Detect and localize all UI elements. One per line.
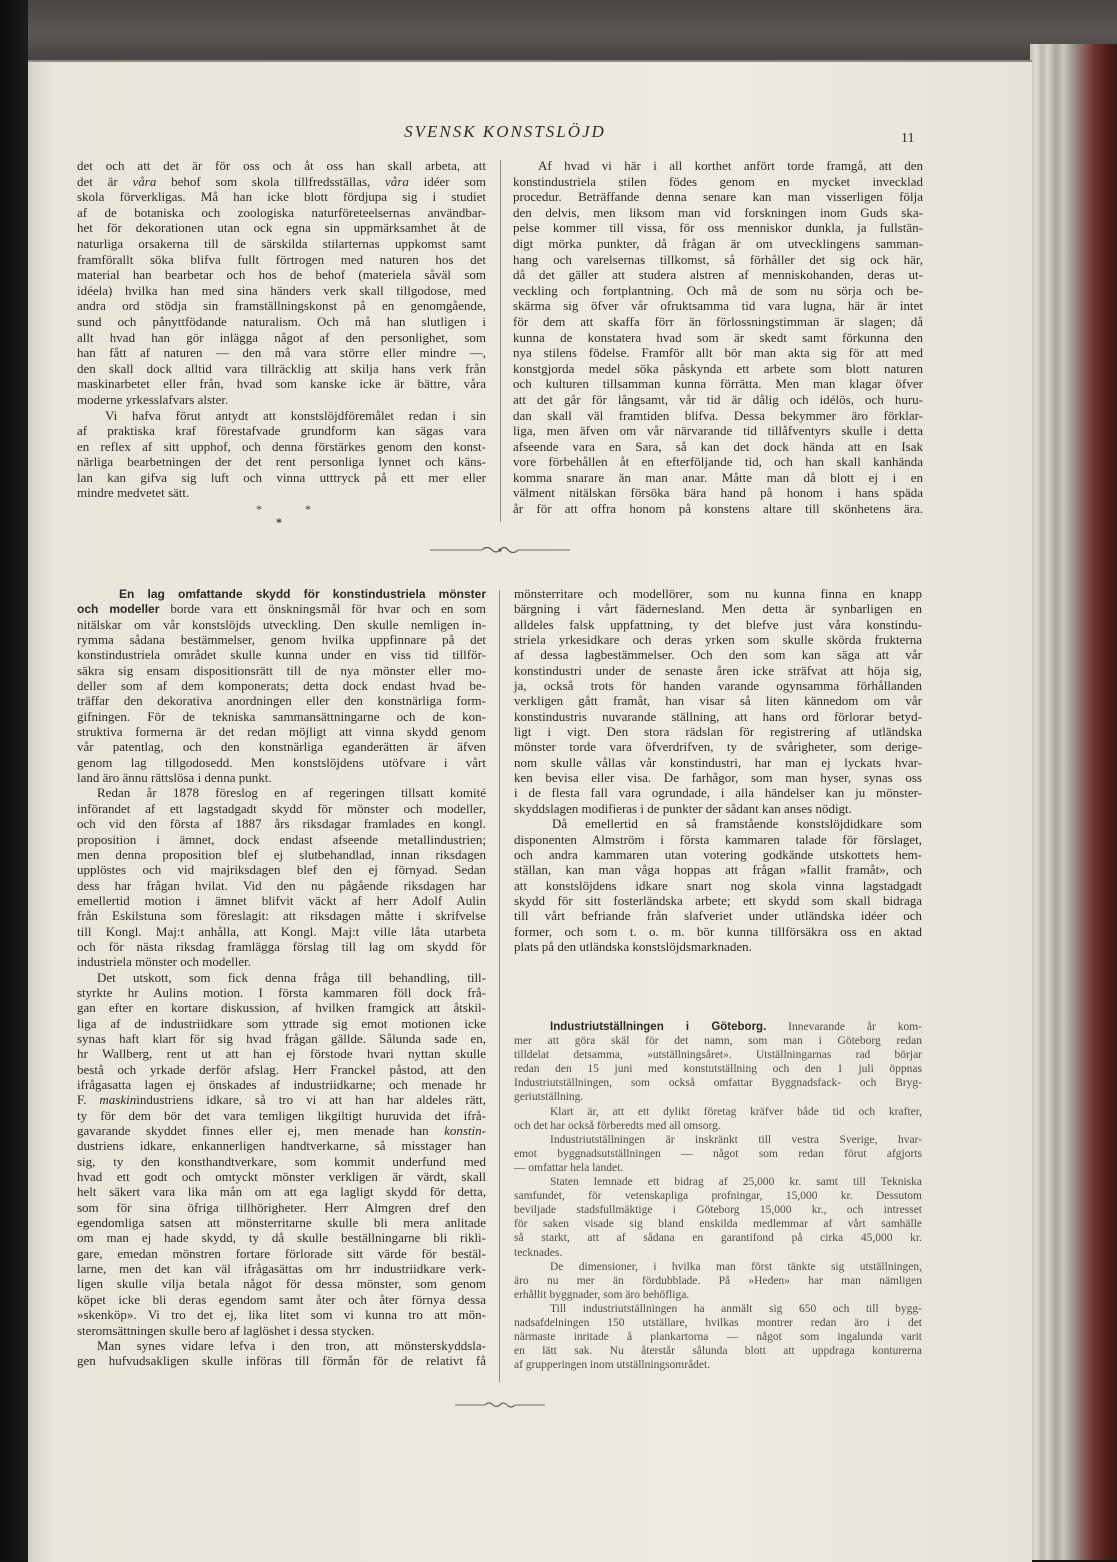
text-line: hang och varelsernas tillkomst, så förhåller det sig ock här, <box>513 251 923 267</box>
text-line: andra ord stödja sin framställningskonst på en genomgående, <box>77 298 486 314</box>
text-line: ja, också trots för handen varande ogynsamma förhållanden <box>514 678 922 694</box>
paragraph <box>77 408 486 502</box>
text-line: upplöstes och vid majriksdagen blef den ej förnyad. Sedan <box>77 862 486 878</box>
text-line: skola förverkligas. Må han icke blott fördjupa sig i studiet <box>77 189 486 205</box>
text-line: samfundet, för vetenskapliga profningar, 15,000 kr. Dessutom <box>514 1190 922 1203</box>
text-line: den skall dock alltid vara tillräcklig att skilja hans verk från <box>77 360 486 376</box>
text-line: han fått af naturen — den må vara större eller mindre —, <box>77 345 486 361</box>
text-line: till Kongl. Maj:t anhålla, att Kongl. Maj:t ville låta utarbeta <box>77 923 486 939</box>
text-line: att det går för långsamt, vår tid är dålig och idélös, och huru- <box>513 391 923 407</box>
text-line: en reflex af sitt upphof, och denna förstärkes genom den konst- <box>77 438 486 454</box>
text-line: gen hufvudsakligen skulle införas till förmån för de relativt få <box>77 1353 486 1369</box>
column-bottom-left <box>77 586 486 1369</box>
asterism-star: * <box>305 502 311 516</box>
text-line: vår patentlag, och den konstnärliga eganderätten är äfven <box>77 739 486 755</box>
text-line: procedur. Beträffande denna senare kan man visserligen följa <box>513 189 923 205</box>
text-line: geriutställning. <box>514 1091 584 1104</box>
paragraph <box>77 158 486 408</box>
text-line: het för dekorationen utan ock egna sin uppmärksamhet åt de <box>77 220 486 236</box>
text-line: då det gäller att studera alstren af menniskohanden, deras ut- <box>513 267 923 283</box>
text-line: liga, men äfven om vår närvarande tid tillåfventyrs skulle i detta <box>513 423 923 439</box>
text-line: nom skulle vållas vår konstindustri, har man ej lyckats hvar- <box>514 754 922 770</box>
paragraph <box>514 1302 922 1372</box>
column-top-right <box>513 158 923 517</box>
text-line: verkligen gått framåt, han visar så liten kännedom om vår <box>514 693 922 709</box>
end-divider-ornament <box>455 1399 545 1411</box>
text-line: former, och som t. o. m. bör kunna tillförsäkra oss en aktad <box>514 923 922 939</box>
asterism-star: * <box>276 515 282 529</box>
text-line: rymma sådana bestämmelser, genom hvilka uppfinnare på det <box>77 632 486 648</box>
text-line: egendomliga satsen att mönsterritarne skulle bli mera anlitade <box>77 1215 486 1231</box>
text-line: konstindustriela stilen födes genom en mycket invecklad <box>513 173 923 189</box>
text-line: afseende vara en Sara, så kan det dock hända att en Isak <box>513 438 923 454</box>
text-line: allt hvad han gör inlägga något af den personlighet, som <box>77 329 486 345</box>
paragraph <box>514 1105 922 1133</box>
column-bottom-right-goteborg <box>514 1020 922 1372</box>
text-line: dess har frågan hvilat. Vid den nu pågående riksdagen har <box>77 877 486 893</box>
text-line: dustriens idkare, enkannerligen handtverkarne, så misstager han <box>77 1138 486 1154</box>
text-line: säkra sig ensam dispositionsrätt till de nya mönster eller mo- <box>77 662 486 678</box>
text-line: ty för dem bör det vara temligen likgiltigt huruvida det ifrå- <box>77 1107 486 1123</box>
page-number: 11 <box>901 131 915 146</box>
text-line: steromsättningen skulle bero af laglöshet i dessa stycken. <box>77 1322 375 1338</box>
bold-heading-run: En lag omfattande skydd för konstindustriela mönster <box>119 587 486 601</box>
bold-heading-run: och modeller <box>77 602 160 617</box>
text-line: moderne yrkesslafvars alster. <box>77 391 229 407</box>
text-line: pelse kommer till vissa, för oss menniskor dunkla, ja fullstän- <box>513 220 923 236</box>
text-line: mönster torde vara öfverdrifven, ty de svårigheter, som derige- <box>514 739 922 755</box>
text-line: och för nästa riksdag framlägga förslag till lag om skydd för <box>77 938 486 954</box>
text-line: Vi hafva förut antydt att konstslöjdföremålet redan i sin <box>105 407 486 423</box>
text-line: och andra kammaren utan votering godkände utskottets hem- <box>514 846 922 862</box>
text-line: bärgning i vårt fädernesland. Men detta är synbarligen en <box>514 601 922 617</box>
text-line: äro nu mer än fördubblade. På »Heden» har man nämligen <box>514 1274 922 1287</box>
text-line: skyddslagen modifieras i de punkter der sådant kan anses nödigt. <box>514 800 852 816</box>
column-rule-top <box>500 160 501 522</box>
text-line: närmaste inritade å plankartorna — något som ingalunda varit <box>514 1331 922 1344</box>
text-line: och vid den första af 1887 års riksdagar framlades en kongl. <box>77 816 486 832</box>
text-line: mönsterritare och modellörer, som nu kunna finna en knapp <box>514 586 922 601</box>
text-line: men denna proposition blef ej slutbehandlad, innan riksdagen <box>77 846 486 862</box>
text-line: om man ej hade skydd, ty då skulle beställningarne bli rikli- <box>77 1230 486 1246</box>
text-line: De dimensioner, i hvilka man först tänkte sig utställningen, <box>550 1260 922 1273</box>
text-line: det och att det är för oss och åt oss han skall arbeta, att <box>77 158 486 173</box>
text-line: — omfattar hela landet. <box>514 1161 624 1174</box>
text-line: striela yrkesidkare och deras yrken som skulle skörda frukterna <box>514 632 922 648</box>
text-line: Till industriutställningen ha anmält sig 650 och till bygg- <box>550 1302 922 1315</box>
text-line: sig, ty den konsthandtverkare, som kommit underfund med <box>77 1153 486 1169</box>
paragraph <box>514 1175 922 1260</box>
text-line: som för sina öfriga tillhörigheter. Herr Almgren dref den <box>77 1199 486 1215</box>
text-line: Staten lemnade ett bidrag af 25,000 kr. samt till Tekniska <box>550 1176 922 1189</box>
text-line: hr Wallberg, rent ut att han ej förstode hvari nyttan skulle <box>77 1046 486 1062</box>
text-line: larne, men det kan väl ifrågasättas om hrr industriidkare verk- <box>77 1261 486 1277</box>
text-line: i de flesta fall vara ogrundade, i alla händelser kan ju mönster- <box>514 785 922 801</box>
paragraph <box>514 586 922 816</box>
text-line: tilldelat detsamma, »utställningsåret». Utställningarnas rad börjar <box>514 1049 922 1062</box>
text-line: så starkt, att af sådana en garantifond på cirka 45,000 kr. <box>514 1232 922 1245</box>
text-line: införandet af ett lagstadgadt skydd för mönster och modeller, <box>77 800 486 816</box>
text-line: plats på den utländska konstslöjdsmarknaden. <box>514 938 752 954</box>
paragraph <box>514 1260 922 1302</box>
text-line: emellertid motion i ämnet blifvit väckt af herr Adolf Aulin <box>77 892 486 908</box>
text-line: nadsafdelningen 150 utställare, hvilkas montrer redan äro i det <box>514 1316 922 1329</box>
text-line: naturliga orsakerna till de särskilda stilarternas uppkomst samt <box>77 235 486 251</box>
paragraph <box>77 586 486 785</box>
text-line: deller som af dem komponerats; detta dock endast hvad be- <box>77 678 486 694</box>
text-line: gan efter en kortare diskussion, af hvilken framgick att åtskil- <box>77 1000 486 1016</box>
text-line: konstindustriela området skulle kunna under en viss tid tillför- <box>77 647 486 663</box>
asterism-star: * <box>256 502 262 516</box>
text-line: af dessa lagbestämmelser. Och den som kan säga att vår <box>514 647 922 663</box>
text-line: träffar den dekorativa anordningen eller den konstnärliga form- <box>77 693 486 709</box>
text-line: dan skall väl framtiden blifva. Dessa bekymmer äro förklar- <box>513 407 923 423</box>
text-line: digt mörka punkter, då frågan är om utvecklingens samman- <box>513 235 923 251</box>
text-line: »skenköp». Vi tro det ej, lika litet som vi kunna tro att mön- <box>77 1307 486 1323</box>
text-line: bestå och yrkade derför afslag. Herr Franckel påstod, att den <box>77 1061 486 1077</box>
text-line: beviljade stadsfullmäktige i Göteborg 15,000 kr., och intresset <box>514 1204 922 1217</box>
text-line: Industriutställningen är inskränkt till vestra Sverige, hvar- <box>550 1133 922 1146</box>
column-bottom-right <box>514 586 922 954</box>
scan-top-edge <box>28 0 1117 62</box>
text-line: helt säkert vara lika mån om att ega lagligt skydd för detta, <box>77 1184 486 1200</box>
text-line: för dem att skaffa förr än förlossningstimman är slagen; då <box>513 313 923 329</box>
text-line: ligt i vigt. Den stora rädslan för registrering af utländska <box>514 724 922 740</box>
text-line: industriela mönster och modeller. <box>77 954 252 970</box>
text-line: synas haft klart för sig hvad frågan gällde. Sålunda sade en, <box>77 1030 486 1046</box>
paragraph <box>513 158 923 517</box>
running-title: SVENSK KONSTSLÖJD <box>404 122 606 141</box>
text-line: af praktiska kraf förestafvade grundform kan sägas vara <box>77 423 486 439</box>
text-line: nitälskar om vår konstslöjds utveckling. Den skulle nemligen in- <box>77 616 486 632</box>
paragraph <box>77 1338 486 1369</box>
text-run: industriens idkare, så tro vi att han har aldeles rätt, <box>136 1092 486 1108</box>
text-line <box>77 601 486 616</box>
text-line: för saken visade sig bland enskilda medlemmar af vårt samhälle <box>514 1218 922 1231</box>
text-line: hvad ett godt och omtyckt mönster verkligen är värdt, skall <box>77 1169 486 1185</box>
text-line: att konstslöjdens idkare snart nog skola vinna lagstadgadt <box>514 877 922 893</box>
paragraph <box>514 816 922 954</box>
column-top-left <box>77 158 486 501</box>
text-line: skärma sig öfver vår ofruktsamma tid vara lugna, här är intet <box>513 298 923 314</box>
text-line: Man synes vidare lefva i den tron, att mönsterskyddsla- <box>97 1337 486 1353</box>
italic-run: konstin- <box>444 1123 486 1139</box>
text-line: välment nitälskan försöka bära hand på honom i hans späda <box>513 485 923 501</box>
text-line: den delvis, men liksom man vid forskningen inom Guds ska- <box>513 204 923 220</box>
text-line: Redan år 1878 föreslog en af regeringen tillsatt komité <box>97 785 486 801</box>
text-line: emot byggnadsutställningen — något som redan förut afgjorts <box>514 1147 922 1160</box>
paragraph <box>77 970 486 1338</box>
text-line: land äro ännu rättslösa i denna punkt. <box>77 770 272 786</box>
text-line: närliga bearbetningen der det rent personliga lynnet och käns- <box>77 454 486 470</box>
text-line: ifrågasatta lagen ej önskades af industriidkarne; och menade hr <box>77 1077 486 1092</box>
text-line: och det har också förberedts med all omsorg. <box>514 1119 721 1132</box>
paragraph <box>77 785 486 969</box>
text-line: maskinarbetet eller från, hvad som kanske icke är bättre, våra <box>77 376 486 392</box>
text-run: det är <box>77 173 133 189</box>
text-line: komma snarare än man anar. Måtte man då blott ej i en <box>513 469 923 485</box>
text-line: Klart är, att ett dylikt företag kräfver både tid och krafter, <box>550 1105 922 1118</box>
text-line: gare, emedan mönstren fortare förlorade sitt värde för bestäl- <box>77 1245 486 1261</box>
paragraph <box>514 1020 922 1105</box>
text-line: proposition i ämnet, dock endast afseende metallindustrien; <box>77 831 486 847</box>
text-line: och kulturen tillsamman kunna förrätta. Men man klagar öfver <box>513 376 923 392</box>
text-line: Af hvad vi här i all korthet anfört torde framgå, att den <box>538 158 923 173</box>
text-line: erhållit byggnader, som äro behöfliga. <box>514 1288 690 1301</box>
text-line: konstgjorda medel söka påskynda ett arbete som blott naturen <box>513 360 923 376</box>
text-line: disponenten Almström i första kammaren talade för förslaget, <box>514 831 922 847</box>
text-run: borde vara ett önskningsmål för hvar och en som <box>159 601 486 617</box>
text-line: alldeles falsk uppfattning, ty det blefve just våra konstindu- <box>514 616 922 632</box>
text-line: vore förbehållen åt en efterföljande tid, och han skall kanhända <box>513 454 923 470</box>
text-line: nya stilens födelse. Framför allt bör man akta sig för att med <box>513 345 923 361</box>
text-line: från Eskilstuna som föreslagit: att riksdagen måtte i skrifvelse <box>77 908 486 924</box>
column-rule-bottom <box>499 590 500 1382</box>
text-line: köpet icke bli deras egendom samt åter och åter förnya dessa <box>77 1291 486 1307</box>
text-line: lan kan gifva sig luft och vinna utttryck på ett mer eller <box>77 469 486 485</box>
section-divider-ornament <box>430 543 570 557</box>
text-run: idéer som <box>408 173 487 189</box>
text-line: mindre medvetet sätt. <box>77 485 190 501</box>
text-line: ken bevisa eller visa. De farhågor, som man hyser, synas oss <box>514 770 922 786</box>
text-line: framförallt söka blifva fullt förtrogen med naturen hos det <box>77 251 486 267</box>
text-line: konstindustris nuvarande ställning, att hans ord förlorar betyd- <box>514 708 922 724</box>
text-line: Det utskott, som fick denna fråga till behandling, till- <box>97 969 486 985</box>
text-line: till vårt befriande från slafveriet under utländska idéer och <box>514 908 922 924</box>
text-line: styrkte hr Aulins motion. I första kammaren föll dock frå- <box>77 984 486 1000</box>
text-line: ligen skulle vilja betala något för dessa mönster, som genom <box>77 1276 486 1292</box>
text-line: mer att göra skäl för det namn, som man i Göteborg redan <box>514 1035 922 1048</box>
text-line: af de botaniska och zoologiska naturföreteelsernas användbar- <box>77 204 486 220</box>
text-line: konstindustri under de senaste åren icke sträfvat att höja sig, <box>514 662 922 678</box>
text-line: veckling och fortplantning. Och må de som nu sörja och be- <box>513 282 923 298</box>
text-line: Industriutställningen, som också omfattar Byggnadsfack- och Bryg- <box>514 1077 922 1090</box>
text-line: struktiva formerna är det redan möjligt att vinna skydd genom <box>77 724 486 740</box>
text-line: liga af de industriidkare som yttrade sig emot motionen icke <box>77 1015 486 1031</box>
text-line: skydd för sitt fosterländska arbete; ett skydd som skall bidraga <box>514 892 922 908</box>
italic-run: maskin <box>99 1092 137 1108</box>
text-run: F. <box>77 1092 100 1108</box>
paragraph <box>514 1133 922 1175</box>
text-line: material han bearbetar och hos de behof (materiela såväl som <box>77 267 486 283</box>
scan-left-edge <box>0 0 28 1560</box>
text-line: år för att offra honom på konstens altare till skönhetens ära. <box>513 501 923 517</box>
text-line: af grupperingen inom utställningsområdet. <box>514 1359 711 1372</box>
text-line: sund och pånyttfödande naturalism. Och må han slutligen i <box>77 313 486 329</box>
text-line: genom lag tillgodosedd. Men konstslöjdens utöfvare i vårt <box>77 754 486 770</box>
italic-run: våra <box>385 173 409 189</box>
text-run: gavarande skyddet finnes eller ej, men menade han <box>77 1123 445 1139</box>
text-line <box>514 1020 922 1034</box>
italic-run: våra <box>132 173 157 189</box>
text-line <box>77 586 486 601</box>
bold-heading-run: Industriutställningen i Göteborg. <box>550 1021 767 1033</box>
text-line <box>77 1092 486 1107</box>
text-line <box>77 1123 486 1138</box>
text-line: idéela) hvilka han med sina händers verk skall tillgodose, med <box>77 282 486 298</box>
text-line: gifningen. För de tekniska sammansättningarne och de kon- <box>77 708 486 724</box>
book-page-edges <box>1030 44 1117 1560</box>
text-run: behof som skola tillfredsställas, <box>156 173 386 189</box>
text-line <box>77 174 486 190</box>
text-line: Då emellertid en så framstående konstslöjdidkare som <box>552 816 922 832</box>
text-line: redan den 15 juni med konstutställning och den 1 juli öppnas <box>514 1063 922 1076</box>
text-line: en lätt sak. Nu återstår sålunda blott att uppdraga konturerna <box>514 1345 922 1358</box>
text-line: ställan, kan man våga hoppas att frågan »fallit framåt», och <box>514 862 922 878</box>
text-run: Innevarande år kom- <box>766 1021 922 1033</box>
text-line: tecknades. <box>514 1246 563 1259</box>
text-line: kunna de konstatera hvad som är skedt samt förkunna den <box>513 329 923 345</box>
